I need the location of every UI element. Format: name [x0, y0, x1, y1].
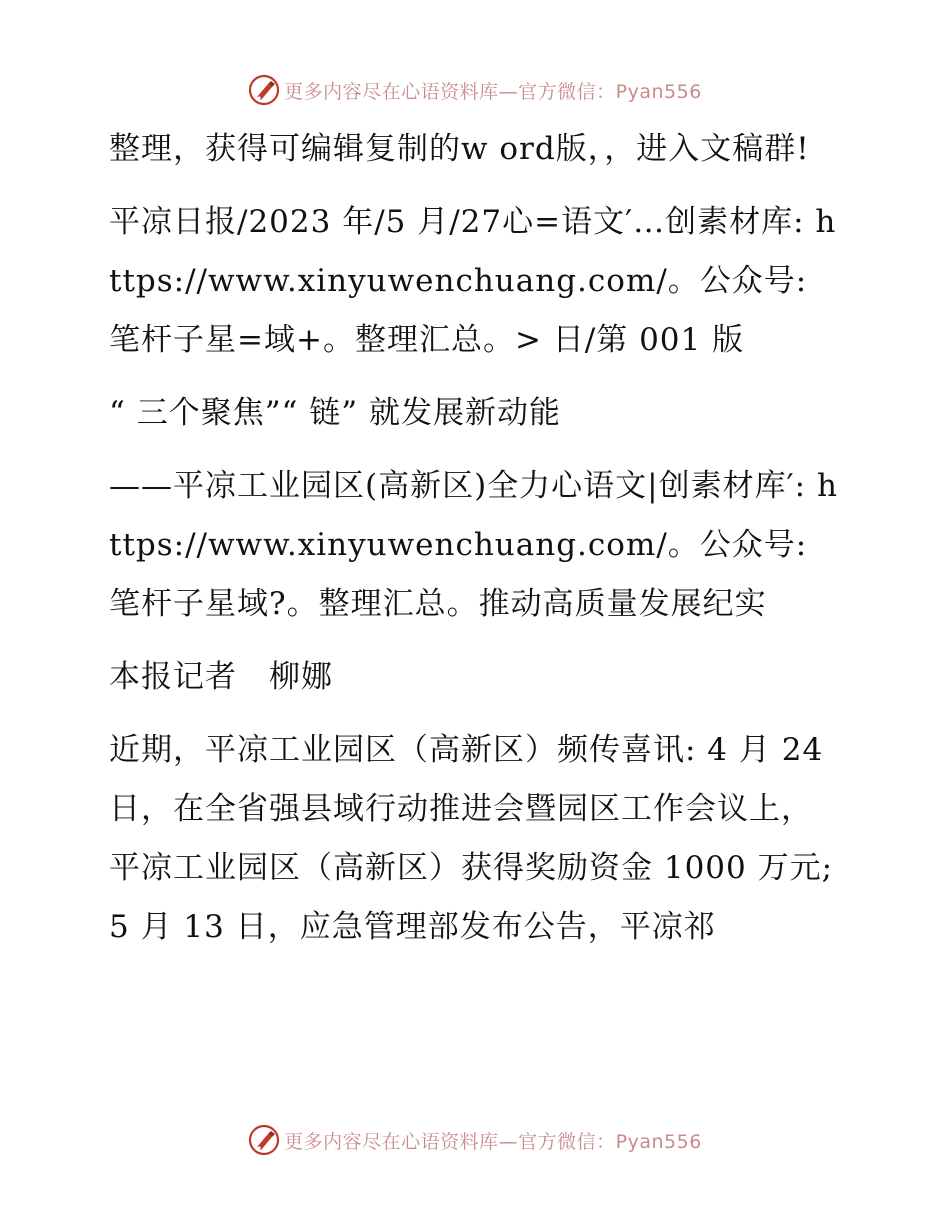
pen-nib-circle-icon [248, 74, 280, 106]
header-watermark-banner [0, 68, 950, 112]
article-body-paragraph: 近期，平凉工业园区（高新区）频传喜讯: 4 月 24 日，在全省强县域行动推进会暨园区工作会议上，平凉工业园区（高新区）获得奖励资金 1000 万元; 5 月 13 日，应急管理部发布公告，平凉祁 [109, 732, 834, 945]
wechat-id: Pyan556 [615, 1130, 702, 1153]
paragraph-intro: 整理，获得可编辑复制的w ord版，，进入文稿群! [109, 131, 810, 167]
document-body [97, 120, 842, 971]
article-subtitle: ——平凉工业园区(高新区)全力心语文|创素材库′: https://www.xinyuwenchuang.com/。公众号: 笔杆子星域?。整理汇总。推动高质量发展纪实 [109, 468, 838, 622]
footer-watermark-banner [0, 1118, 950, 1162]
article-byline: 本报记者 柳娜 [109, 659, 333, 695]
pen-nib-circle-icon [248, 1124, 280, 1156]
wechat-id: Pyan556 [615, 80, 702, 103]
banner-text: 更多内容尽在心语资料库—官方微信：Pyan556 [284, 1130, 702, 1153]
banner-text: 更多内容尽在心语资料库—官方微信：Pyan556 [284, 80, 702, 103]
paragraph-source: 平凉日报/2023 年/5 月/27心=语文′…创素材库: https://www.xinyuwenchuang.com/。公众号: 笔杆子星=域+。整理汇总。> 日/第 001 版 [109, 204, 837, 358]
article-title: “ 三个聚焦”“ 链” 就发展新动能 [109, 395, 561, 431]
